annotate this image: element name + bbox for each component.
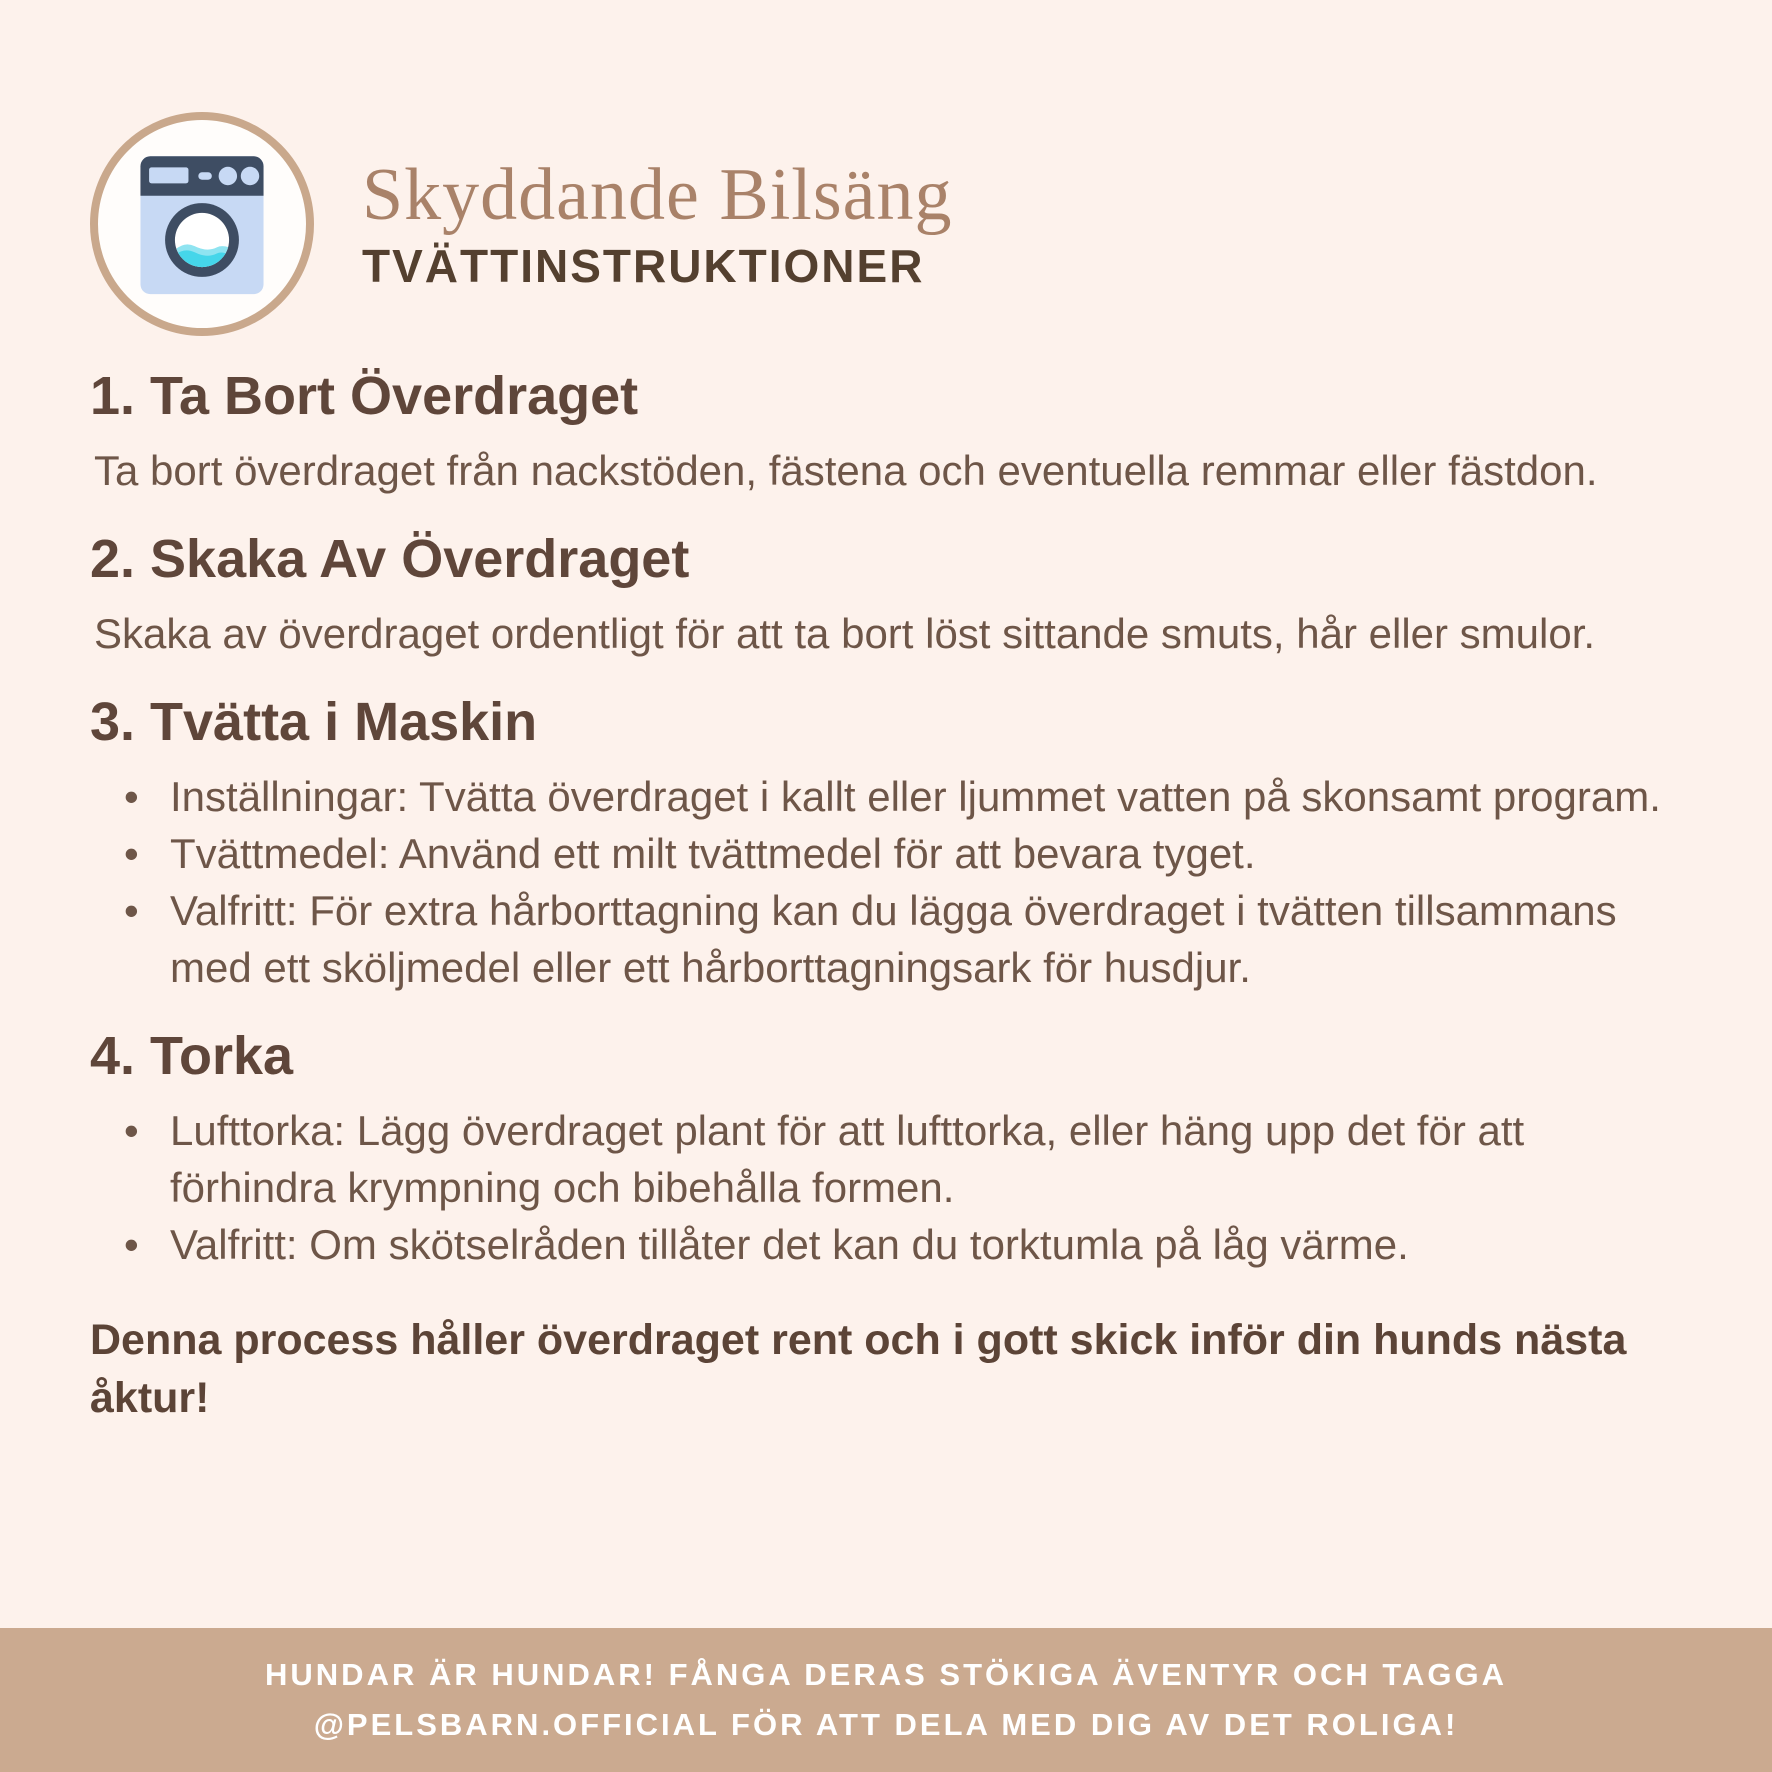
section-1-paragraph: Ta bort överdraget från nackstöden, fästena och eventuella remmar eller fästdon. xyxy=(94,447,1598,494)
list-item: • Tvättmedel: Använd ett milt tvättmedel för att bevara tyget. xyxy=(120,825,1677,882)
section-3-heading: 3. Tvätta i Maskin xyxy=(90,692,538,752)
section-2-heading: 2. Skaka Av Överdraget xyxy=(90,529,690,589)
list-item: • Valfritt: Om skötselråden tillåter det kan du torktumla på låg värme. xyxy=(120,1216,1677,1273)
closing-note: Denna process håller överdraget rent och i gott skick inför din hunds nästa åktur! xyxy=(90,1316,1627,1422)
page-subtitle: TVÄTTINSTRUKTIONER xyxy=(362,239,925,292)
section-3-bullet-list xyxy=(90,768,1677,996)
list-item: • Lufttorka: Lägg överdraget plant för att lufttorka, eller häng upp det för att förhindra krympning och bibehålla formen. xyxy=(120,1102,1677,1216)
list-item: • Inställningar: Tvätta överdraget i kallt eller ljummet vatten på skonsamt program. xyxy=(120,768,1677,825)
list-item: • Valfritt: För extra hårborttagning kan du lägga överdraget i tvätten tillsammans med ett sköljmedel eller ett hårborttagningsark för husdjur. xyxy=(120,882,1677,996)
section-2-paragraph: Skaka av överdraget ordentligt för att ta bort löst sittande smuts, hår eller smulor. xyxy=(94,610,1596,657)
title-block xyxy=(362,153,953,292)
section-4-heading: 4. Torka xyxy=(90,1026,294,1086)
section-4-bullet-list xyxy=(90,1102,1677,1273)
page-title: Skyddande Bilsäng xyxy=(362,153,953,236)
section-1-heading: 1. Ta Bort Överdraget xyxy=(90,366,639,426)
washing-machine-icon xyxy=(90,112,314,336)
footer-line-2: @PELSBARN.OFFICIAL FÖR ATT DELA MED DIG AV DET ROLIGA! xyxy=(313,1707,1459,1742)
footer-line-1: HUNDAR ÄR HUNDAR! FÅNGA DERAS STÖKIGA ÄVENTYR OCH TAGGA xyxy=(265,1656,1507,1692)
footer-bar xyxy=(0,1628,1772,1772)
header xyxy=(90,110,1677,338)
washing-machine-icon-svg xyxy=(127,144,277,304)
